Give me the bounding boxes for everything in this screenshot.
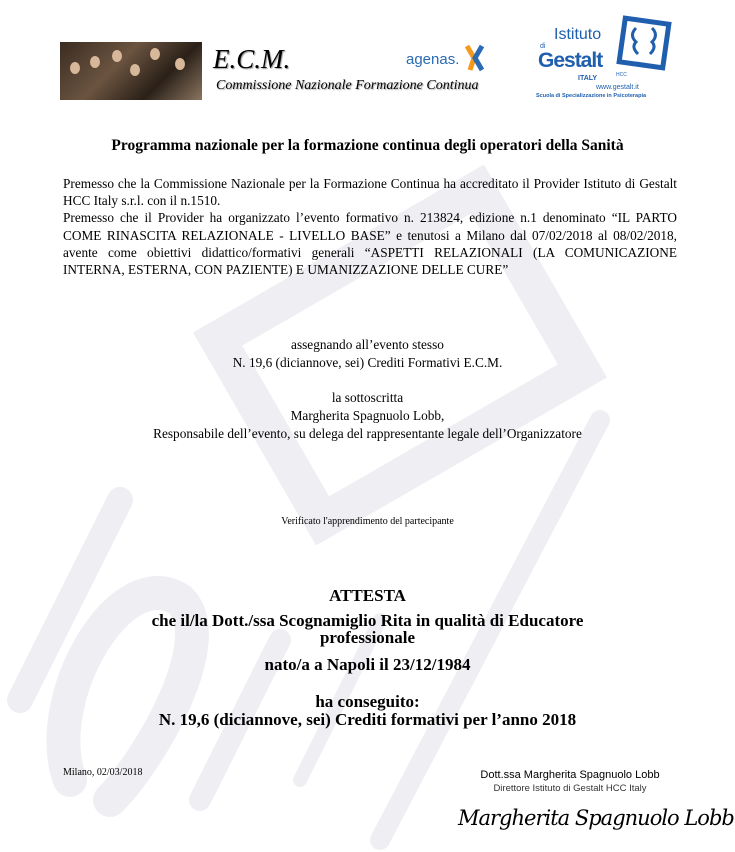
gestalt-logo-tagline: Scuola di Specializzazione in Psicoterapia [536,93,647,99]
ecm-logo-subtitle: Commissione Nazionale Formazione Continua [216,78,479,93]
gestalt-logo-italy: ITALY [578,75,598,82]
gestalt-logo-line1: Istituto [554,26,602,43]
gestalt-logo-line3: Gestalt [538,49,603,72]
premise-text [63,175,677,278]
footer-signer-name: Dott.ssa Margherita Spagnuolo Lobb [480,769,660,781]
premise-paragraph-1: Premesso che la Commissione Nazionale per la Formazione Continua ha accreditato il Provider Istituto di Gestalt HCC Italy s.r.l. con il n.1510. [63,176,677,209]
agenas-logo [406,44,486,72]
obtained-credits: N. 19,6 (diciannove, sei) Crediti formativi per l’anno 2018 [158,710,577,729]
signer-name: Margherita Spagnuolo Lobb, [290,408,445,423]
anatomy-lesson-painting [60,42,202,100]
gestalt-logo-hcc: HCC [616,72,627,78]
attesta-heading: ATTESTA [329,586,406,605]
signer-role: Responsabile dell’evento, su delega del rappresentante legale dell’Organizzatore [153,426,582,441]
participant-line: che il/la Dott./ssa Scognamiglio Rita in qualità di Educatore [151,611,584,630]
gestalt-logo-url: www.gestalt.it [596,84,639,91]
assigning-line-1: assegnando all’evento stesso [291,337,444,352]
ecm-logo-title: E.C.M. [213,44,291,74]
agenas-logo-text: agenas. [406,51,460,68]
participant-birth: nato/a a Napoli il 23/12/1984 [264,655,471,674]
premise-paragraph-2: Premesso che il Provider ha organizzato l’evento formativo n. 213824, edizione n.1 denominato “IL PARTO COME RINASCITA RELAZIONALE - LIVELLO BASE” e tenutosi a Milano dal 07/02/2018 al 08/02/2018, avente come obiettivi didattico/formativi generali “ASPETTI RELAZIONALI (LA COMUNICAZIONE INTERNA, ESTERNA, CON PAZIENTE) E UMANIZZAZIONE DELLE CURE” [63,210,677,278]
footer-signer-role: Direttore Istituto di Gestalt HCC Italy [493,783,647,794]
document-title: Programma nazionale per la formazione continua degli operatori della Sanità [111,137,624,154]
obtained-label: ha conseguito: [315,692,420,711]
gestalt-logo-line2: di [540,43,546,50]
agenas-mark-icon [464,44,486,72]
participant-profession: professionale [319,628,416,647]
gestalt-faces-icon [616,15,672,71]
handwritten-signature: Margherita Spagnuolo Lobb [458,806,734,830]
verified-text: Verificato l'apprendimento del partecipante [281,516,454,527]
place-date: Milano, 02/03/2018 [63,767,143,778]
signer-intro: la sottoscritta [331,390,404,405]
assigning-credits: N. 19,6 (diciannove, sei) Crediti Formativi E.C.M. [232,355,503,370]
istituto-gestalt-logo [532,15,672,97]
